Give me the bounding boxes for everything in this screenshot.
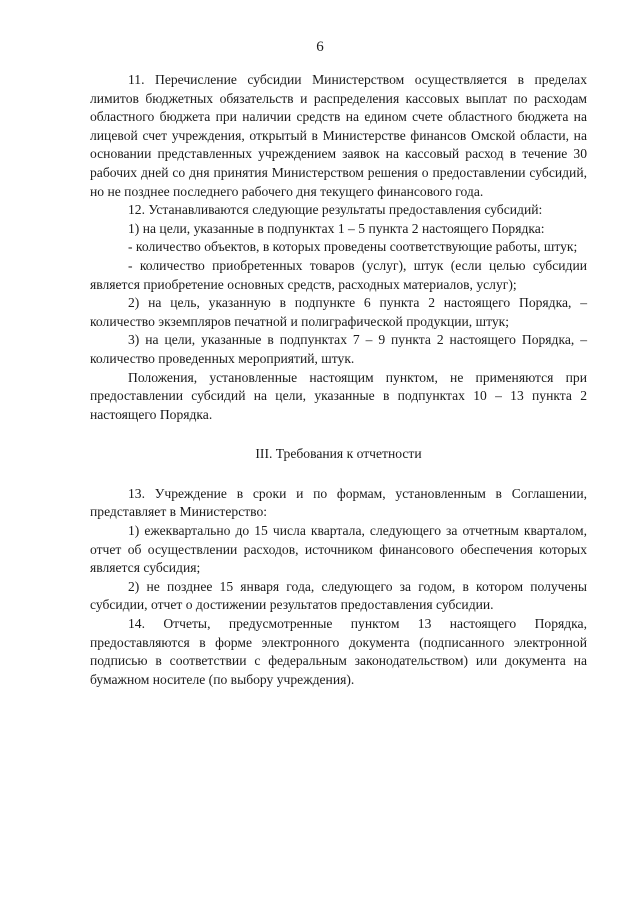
paragraph-12-item-2: 2) на цель, указанную в подпункте 6 пункта 2 настоящего Порядка, – количество экземпляров печатной и полиграфической продукции, штук; <box>90 295 587 329</box>
paragraph-14: 14. Отчеты, предусмотренные пунктом 13 настоящего Порядка, предоставляются в форме электронного документа (подписанного электронной подписью в соответствии с федеральным законодательством) или документа на бумажном носителе (по выбору учреждения). <box>90 616 587 687</box>
paragraph-12-note: Положения, установленные настоящим пунктом, не применяются при предоставлении субсидий на цели, указанные в подпунктах 10 – 13 пункта 2 настоящего Порядка. <box>90 369 587 422</box>
paragraph-13-item-2: 2) не позднее 15 января года, следующего за годом, в котором получены субсидии, отчет о достижении результатов предоставления субсидии. <box>90 578 587 613</box>
spacer <box>90 464 587 485</box>
paragraph-12: 12. Устанавливаются следующие результаты предоставления субсидий: <box>128 202 543 218</box>
section-heading: III. Требования к отчетности <box>255 446 422 462</box>
paragraph-12-item-1: 1) на цели, указанные в подпунктах 1 – 5 пункта 2 настоящего Порядка: <box>128 220 545 236</box>
paragraph-12-item-1-bullet-1: - количество объектов, в которых проведены соответствующие работы, штук; <box>128 239 578 255</box>
paragraph-11: 11. Перечисление субсидии Министерством осуществляется в пределах лимитов бюджетных обязательств и распределения кассовых выплат по расходам областного бюджета при наличии средств на едином счете областного бюджета на лицевой счет учреждения, открытый в Министерстве финансов Омской области, на основании представленных учреждением заявок на кассовый расход в течение 30 рабочих дней со дня принятия Министерством решения о предоставлении субсидий, но не позднее последнего рабочего дня текущего финансового года. <box>90 72 587 199</box>
paragraph-12-item-1-bullet-2: - количество приобретенных товаров (услуг), штук (если целью субсидии является приобретение основных средств, расходных материалов, услуг); <box>90 257 587 292</box>
page-number: 6 <box>316 39 324 55</box>
paragraph-13-item-1: 1) ежеквартально до 15 числа квартала, следующего за отчетным кварталом, отчет об осуществлении расходов, источником финансового обеспечения которых является субсидия; <box>90 523 587 576</box>
spacer <box>90 424 587 445</box>
paragraph-12-item-3: 3) на цели, указанные в подпунктах 7 – 9 пункта 2 настоящего Порядка, – количество проведенных мероприятий, штук. <box>90 332 587 366</box>
document-body <box>90 71 587 689</box>
paragraph-13: 13. Учреждение в сроки и по формам, установленным в Соглашении, представляет в Министерство: <box>90 485 587 520</box>
